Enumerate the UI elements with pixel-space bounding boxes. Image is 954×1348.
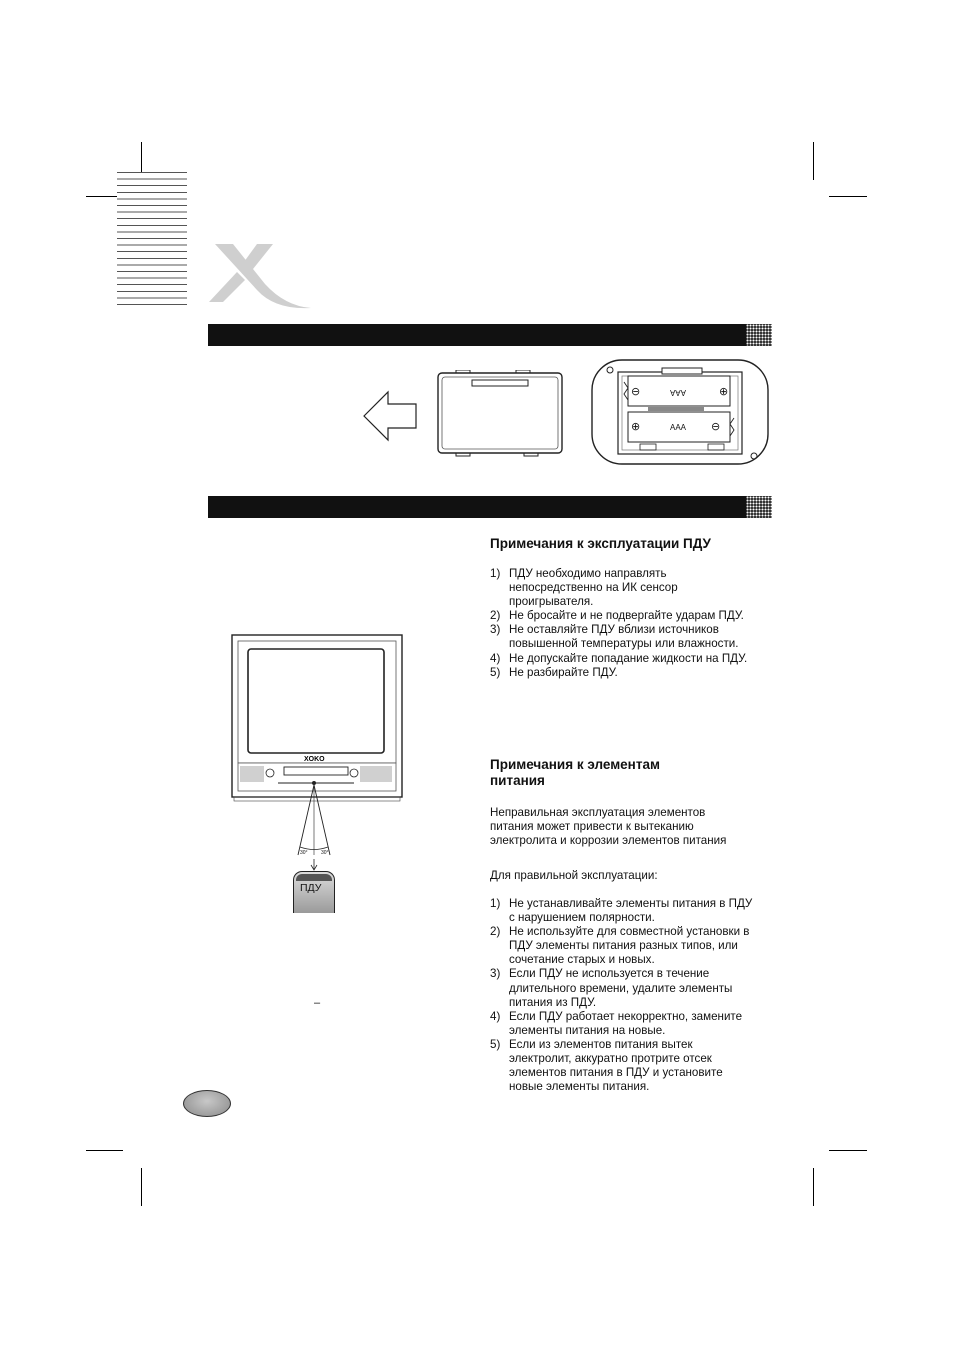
battery-top-label: AAA — [670, 388, 687, 397]
batteries-subhead: Для правильной эксплуатации: — [490, 869, 658, 882]
operation-list — [490, 567, 750, 680]
remote-label: ПДУ — [300, 882, 322, 894]
crop-mark-bottom-right-h — [829, 1150, 867, 1151]
battery-plus-icon: ⊖ — [631, 386, 641, 398]
crop-mark-bottom-left-h — [86, 1150, 123, 1151]
crop-mark-top-right-h — [829, 196, 867, 197]
batteries-intro: Неправильная эксплуатация элементов питания может привести к вытеканию электролита и коррозии элементов питания — [490, 806, 727, 848]
arrow-left-icon — [362, 390, 418, 442]
section-bar-middle — [208, 496, 772, 518]
list-item: 1) ПДУ необходимо направлять непосредственно на ИК сенсор проигрывателя. — [490, 567, 678, 609]
list-item: 1) Не устанавливайте элементы питания в ПДУ с нарушением полярности. — [490, 897, 753, 925]
x-logo — [205, 240, 315, 312]
list-item: 5) Если из элементов питания вытек электролит, аккуратно протрите отсек элементов питания в ПДУ и установите новые элементы питания. — [490, 1037, 723, 1094]
angle-left-label: 30° — [300, 850, 308, 856]
list-item: 5) Не разбирайте ПДУ. — [490, 665, 618, 679]
list-item: 4) Если ПДУ работает некорректно, замените элементы питания на новые. — [490, 1009, 743, 1037]
battery-minus-icon: ⊖ — [711, 421, 721, 433]
battery-cover-illustration — [436, 370, 564, 458]
battery-bottom-label: AAA — [670, 423, 687, 432]
crop-mark-top-right-v — [813, 142, 814, 180]
page-number-oval — [183, 1090, 231, 1117]
list-item: 2) Не используйте для совместной установки в ПДУ элементы питания разных типов, или сочетание старых и новых. — [490, 925, 750, 967]
section-bar-top — [208, 324, 772, 346]
list-item: 3) Если ПДУ не используется в течение длительного времени, удалите элементы питания из ПДУ. — [490, 967, 733, 1009]
side-stripes-decoration — [117, 172, 187, 310]
batteries-list — [490, 897, 755, 1094]
remote-control-illustration — [293, 871, 335, 913]
list-item: 2) Не бросайте и не подвергайте ударам ПДУ. — [490, 609, 744, 623]
list-item: 4) Не допускайте попадание жидкости на ПДУ. — [490, 651, 748, 665]
battery-plus-icon: ⊕ — [631, 421, 641, 433]
stray-mark: – — [314, 997, 321, 1009]
heading-operation: Примечания к эксплуатации ПДУ — [490, 536, 711, 551]
heading-batteries: Примечания к элементам питания — [490, 757, 660, 788]
list-item: 3) Не оставляйте ПДУ вблизи источников повышенной температуры или влажности. — [490, 623, 739, 651]
svg-text:XOKO: XOKO — [304, 756, 325, 763]
battery-minus-icon: ⊕ — [719, 386, 729, 398]
angle-right-label: 30° — [321, 850, 329, 856]
crop-mark-bottom-left-v — [141, 1168, 142, 1206]
battery-compartment-illustration — [590, 358, 770, 466]
crop-mark-bottom-right-v — [813, 1168, 814, 1206]
tv-illustration — [230, 633, 406, 873]
